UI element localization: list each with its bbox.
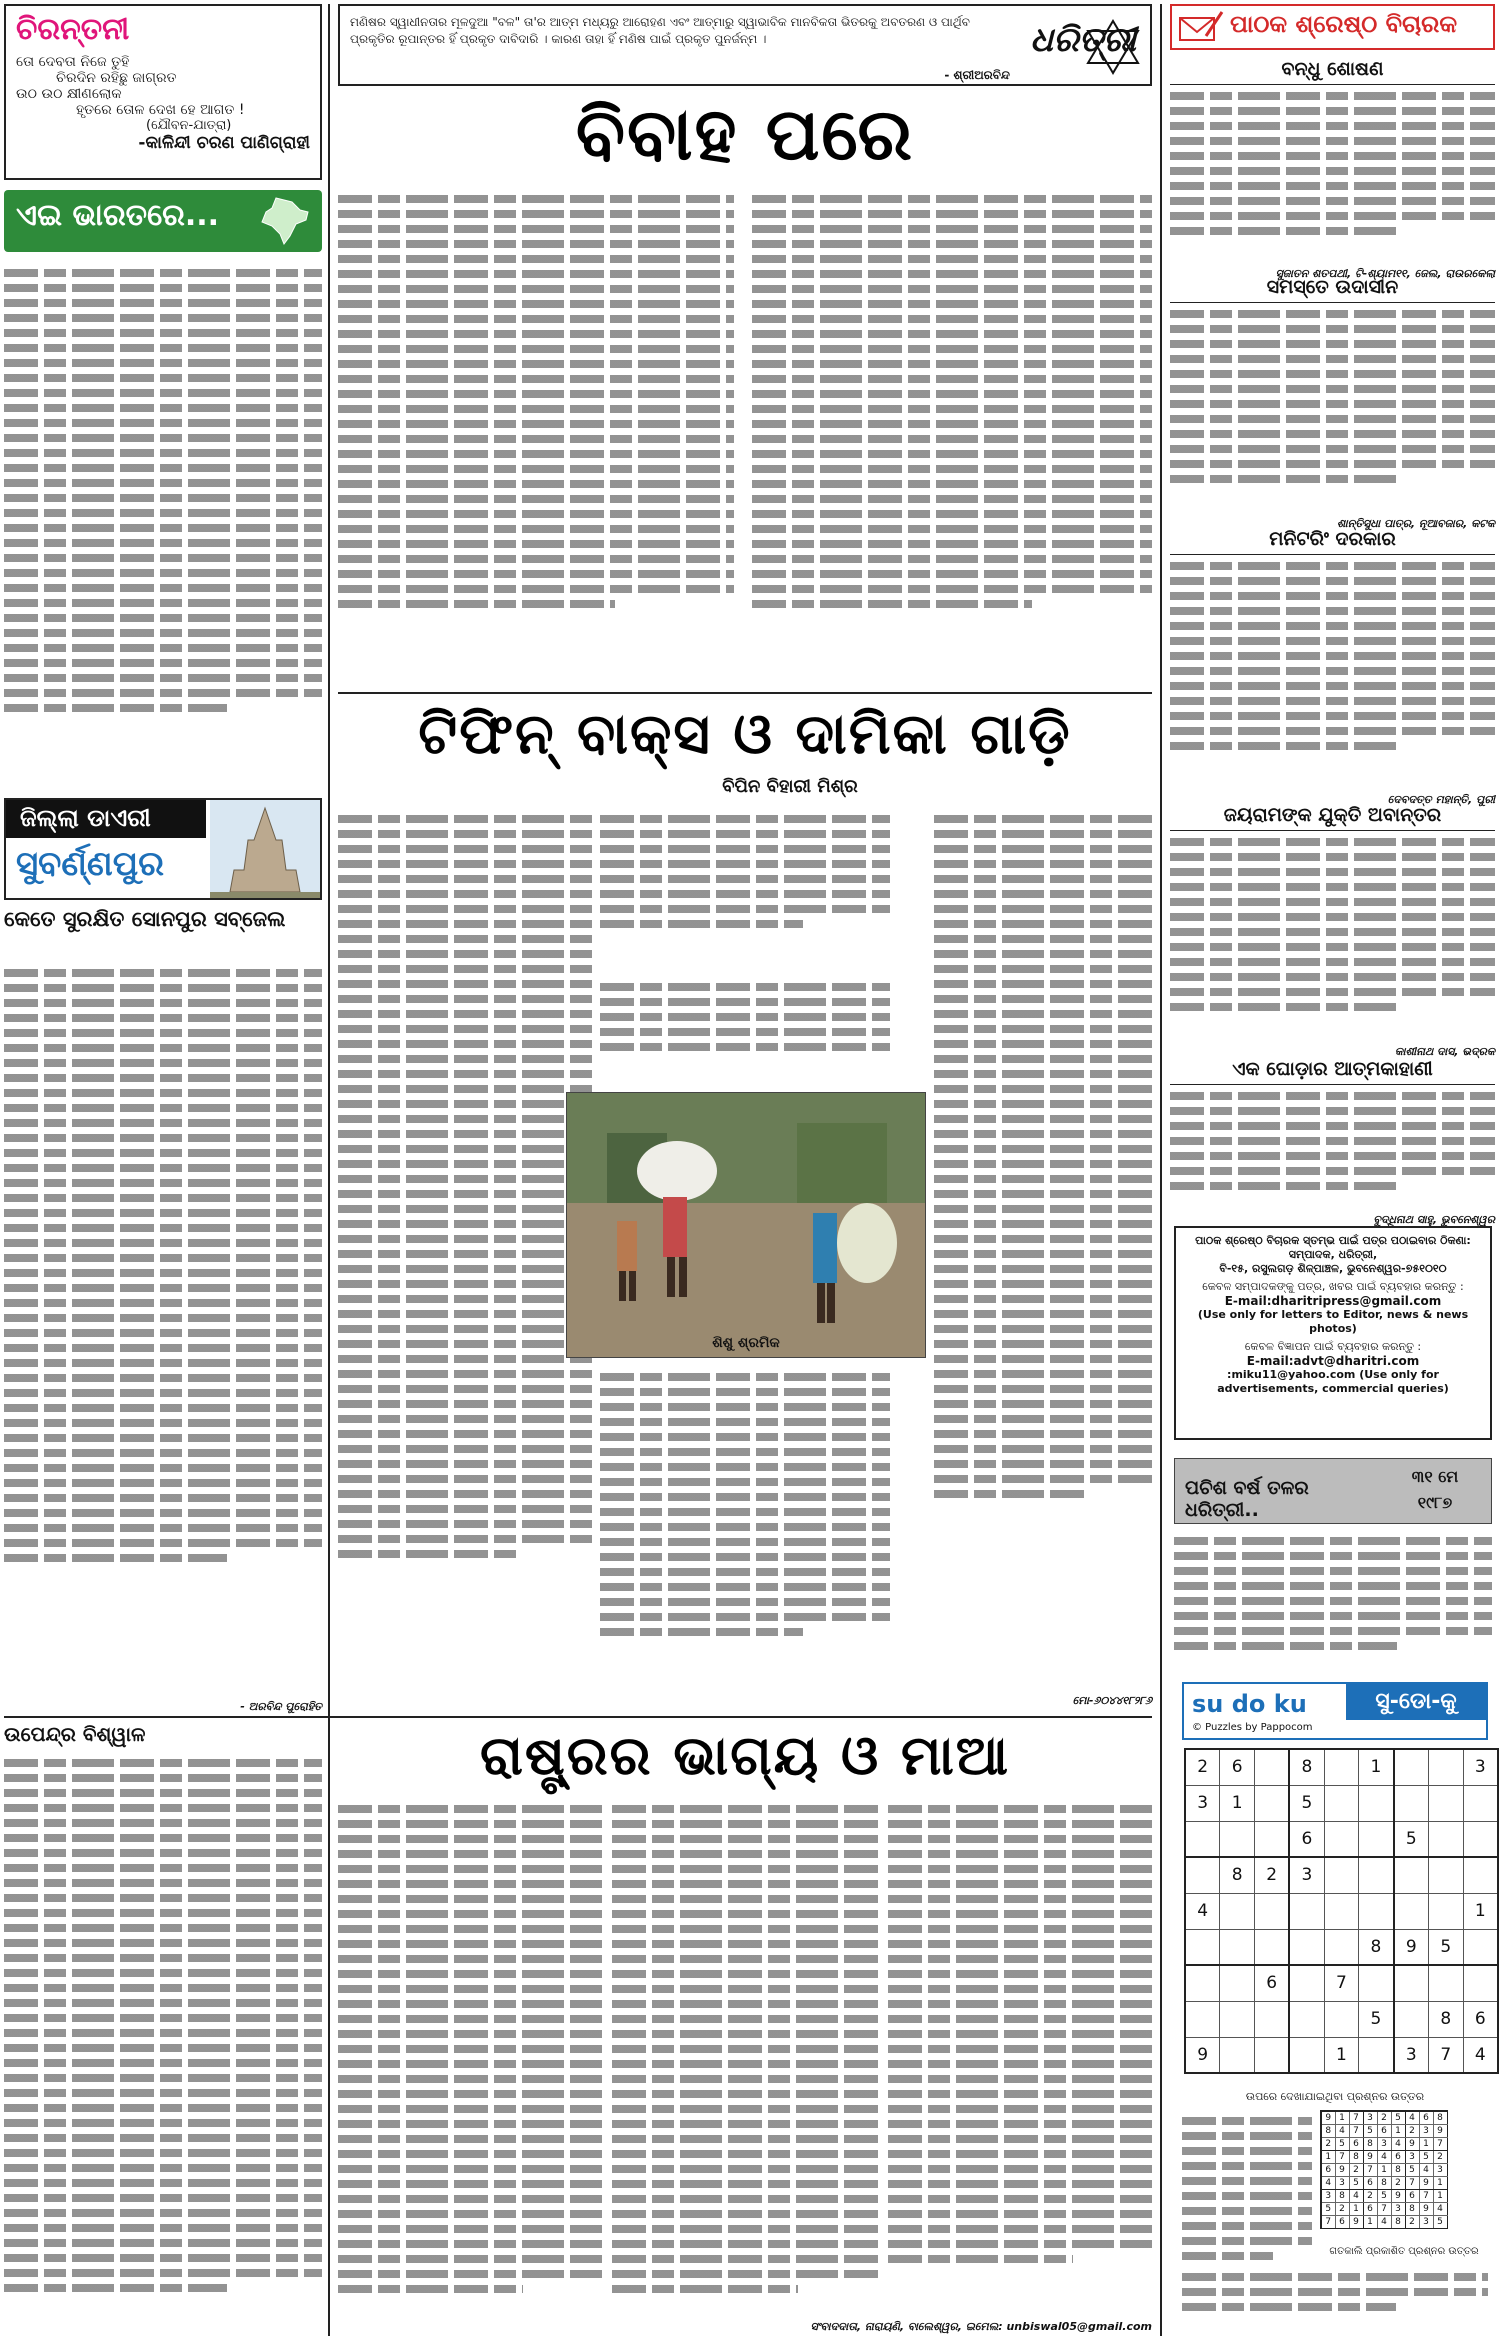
letter-signature: କାଶୀନାଥ ଦାସ, ଭଦ୍ରକ [1394,1045,1495,1058]
sudoku-cell [1324,1857,1359,1893]
letter-title: ବନ୍ଧୁ ଶୋଷଣ [1170,56,1495,85]
sudoku-cell: 6 [1255,1965,1290,2001]
solution-cell: 9 [1349,2215,1363,2228]
solution-cell: 3 [1335,2176,1349,2189]
sudoku-cell: 5 [1289,1785,1324,1821]
sudoku-cell [1289,1893,1324,1929]
sudoku-cell [1428,1821,1463,1857]
solution-cell: 3 [1419,2124,1433,2137]
sudoku-row [1185,1929,1498,1965]
letter-title: ସମସ୍ତେ ଉଦାସୀନ [1170,274,1495,303]
letter-1 [1170,56,1495,281]
sudoku-header [1182,1682,1488,1740]
sudoku-row [1321,2124,1447,2137]
sudoku-cell [1255,1821,1290,1857]
sudoku-cell [1359,1893,1394,1929]
letter-4 [1170,802,1495,1059]
quote-author: -କାଳିନ୍ଦୀ ଚରଣ ପାଣିଗ୍ରାହୀ [138,133,310,153]
column-rule [328,4,330,2336]
tiffin-headline: ଟିଫିନ୍ ବାକ୍ସ ଓ ଦାମିକା ଗାଡ଼ି [418,702,1072,767]
solution-cell: 2 [1405,2215,1419,2228]
solution-cell: 3 [1321,2189,1335,2202]
solution-cell: 5 [1419,2150,1433,2163]
upendra-headline: ଉପେନ୍ଦ୍ର ବିଶ୍ୱାଳ [4,1722,146,1746]
sudoku-cell [1185,1965,1220,2001]
sudoku-cell [1394,1965,1429,2001]
sudoku-cell [1220,2001,1255,2037]
sudoku-cell [1255,2037,1290,2073]
sudoku-cell [1463,1821,1498,1857]
address-intro: ପାଠକ ଶ୍ରେଷ୍ଠ ବିଚାରକ ସ୍ତମ୍ଭ ପାଇଁ ପତ୍ର ପଠାଇବାର ଠିକଣା: [1195,1234,1471,1247]
sudoku-cell: 2 [1185,1749,1220,1785]
sudoku-cell [1220,2037,1255,2073]
district-name: ସୁବର୍ଣ୍ଣପୁର [16,844,164,884]
solution-cell: 3 [1405,2150,1419,2163]
solution-cell: 5 [1321,2202,1335,2215]
sudoku-row [1185,1965,1498,2001]
letter-title: ମନିଟରିଂ ଦରକାର [1170,526,1495,555]
child-labour-photo [566,1092,926,1358]
solution-cell: 6 [1321,2163,1335,2176]
solution-cell: 8 [1391,2215,1405,2228]
solution-cell: 6 [1377,2124,1391,2137]
letter-3 [1170,526,1495,807]
sudoku-cell: 6 [1463,2001,1498,2037]
sudoku-row [1185,1893,1498,1929]
solution-cell: 4 [1377,2150,1391,2163]
sudoku-cell [1428,1893,1463,1929]
main-article-col-1 [338,188,734,690]
sudoku-cell [1185,1821,1220,1857]
letter-signature: ଦେବଦତ୍ତ ମହାନ୍ତି, ପୁରୀ [1387,793,1495,806]
sudoku-cell [1394,1785,1429,1821]
sudoku-cell: 6 [1220,1749,1255,1785]
sudoku-cell [1394,1749,1429,1785]
address-box [1174,1226,1492,1440]
sudoku-row [1185,1821,1498,1857]
solution-cell: 7 [1433,2137,1447,2150]
quote-line-4: ହୃତରେ ତୋଳ ଦେଖ ହେ ଆଗତ ! [76,102,245,118]
archive-day-month: ୩୧ ମେ [1411,1467,1459,1486]
solution-cell: 1 [1335,2111,1349,2124]
solution-cell: 1 [1419,2137,1433,2150]
sudoku-cell [1324,1785,1359,1821]
sudoku-cell [1324,1821,1359,1857]
india-box-header [4,190,322,252]
solution-cell: 9 [1419,2176,1433,2189]
photo-caption: ଶିଶୁ ଶ୍ରମିକ [712,1335,780,1351]
sudoku-cell: 1 [1359,1749,1394,1785]
star-emblem-icon [1084,18,1142,76]
letter-signature: ଶାନ୍ତିସୁଧା ପାତ୍ର, ନୂଆବଜାର, କଟକ [1336,517,1495,530]
solution-cell: 6 [1363,2176,1377,2189]
solution-cell: 2 [1321,2137,1335,2150]
solution-cell: 1 [1377,2163,1391,2176]
sudoku-cell [1220,1821,1255,1857]
solution-cell: 7 [1419,2189,1433,2202]
sudoku-cell: 8 [1289,1749,1324,1785]
solution-cell: 9 [1405,2137,1419,2150]
sonepur-headline: କେତେ ସୁରକ୍ଷିତ ସୋନପୁର ସବ୍‌ଜେଲ [4,907,286,931]
sudoku-cell [1463,1965,1498,2001]
sudoku-brand-odia: ସୁ-ଡୋ-କୁ [1346,1684,1486,1720]
archive-year: ୧୯୮୭ [1417,1493,1453,1512]
tiffin-col-2-mid [600,976,890,1084]
sudoku-cell [1220,1893,1255,1929]
solution-cell: 8 [1391,2163,1405,2176]
solution-cell: 1 [1349,2202,1363,2215]
solution-cell: 5 [1363,2124,1377,2137]
solution-cell: 3 [1363,2111,1377,2124]
solution-cell: 9 [1321,2111,1335,2124]
tiffin-author: ବିପିନ ବିହାରୀ ମିଶ୍ର [722,776,858,797]
sudoku-row [1185,2037,1498,2073]
sudoku-cell: 5 [1394,1821,1429,1857]
solution-cell: 2 [1363,2189,1377,2202]
quote-title: ଚିରନ୍ତନୀ [16,12,130,47]
address-note-2: କେବଳ ବିଜ୍ଞାପନ ପାଇଁ ବ୍ୟବହାର କରନ୍ତୁ : [1244,1340,1422,1353]
archive-title: ପଚିଶ ବର୍ଷ ତଳର ଧରିତ୍ରୀ.. [1185,1477,1309,1521]
solution-cell: 9 [1363,2150,1377,2163]
sudoku-cell [1463,1929,1498,1965]
district-diary-label: ଜିଲ୍ଲା ଡାଏରୀ [6,800,206,838]
sudoku-cell: 1 [1324,2037,1359,2073]
solution-cell: 8 [1433,2111,1447,2124]
photo-scene [567,1093,926,1358]
solution-cell: 2 [1391,2176,1405,2189]
solution-cell: 3 [1433,2163,1447,2176]
sudoku-cell: 5 [1428,1929,1463,1965]
solution-cell: 5 [1433,2215,1447,2228]
sonepur-author: - ଅରବିନ୍ଦ ପୁରୋହିତ [240,1700,322,1713]
sudoku-cell [1185,2001,1220,2037]
sudoku-cell [1463,1785,1498,1821]
sudoku-cell: 8 [1428,2001,1463,2037]
quote-box [4,4,322,180]
sudoku-cell [1324,1749,1359,1785]
sudoku-cell [1255,1929,1290,1965]
sudoku-cell [1324,1893,1359,1929]
sudoku-solution-grid [1320,2110,1448,2229]
solution-cell: 4 [1405,2111,1419,2124]
solution-cell: 5 [1377,2189,1391,2202]
solution-cell: 6 [1349,2137,1363,2150]
solution-cell: 1 [1433,2189,1447,2202]
solution-cell: 7 [1405,2176,1419,2189]
solution-cell: 1 [1433,2176,1447,2189]
sudoku-cell: 5 [1359,2001,1394,2037]
sudoku-cell [1394,1857,1429,1893]
solution-cell: 6 [1335,2215,1349,2228]
sudoku-cell [1359,1857,1394,1893]
address-note-1: କେବଳ ସମ୍ପାଦକଙ୍କୁ ପତ୍ର, ଖବର ପାଇଁ ବ୍ୟବହାର କରନ୍ତୁ : [1202,1280,1464,1293]
sudoku-credit: © Puzzles by Pappocom [1192,1722,1313,1733]
sudoku-row [1321,2189,1447,2202]
solution-cell: 5 [1349,2176,1363,2189]
tiffin-col-2-bottom [600,1366,890,1710]
sudoku-cell: 3 [1289,1857,1324,1893]
solution-cell: 1 [1321,2150,1335,2163]
solution-cell: 2 [1349,2163,1363,2176]
sudoku-row [1185,1857,1498,1893]
sudoku-cell: 2 [1255,1857,1290,1893]
solution-cell: 7 [1377,2202,1391,2215]
sudoku-cell [1359,1965,1394,2001]
letter-2 [1170,274,1495,531]
solution-cell: 4 [1377,2215,1391,2228]
sudoku-cell: 4 [1185,1893,1220,1929]
sudoku-cell [1359,2037,1394,2073]
sudoku-cell: 7 [1324,1965,1359,2001]
sudoku-row [1321,2176,1447,2189]
tiffin-col-2-top [600,808,890,968]
sudoku-cell [1428,1785,1463,1821]
address-editor: ସମ୍ପାଦକ, ଧରିତ୍ରୀ, [1288,1248,1378,1261]
editor-email[interactable]: E-mail:dharitripress@gmail.com [1224,1294,1442,1308]
solution-cell: 8 [1377,2176,1391,2189]
quote-line-1: ତୋ ଦେବତା ନିଜେ ତୁହି [16,54,130,70]
solution-cell: 1 [1391,2124,1405,2137]
quote-source: (ଯୌବନ-ଯାତ୍ରା) [146,118,232,133]
solution-cell: 9 [1391,2189,1405,2202]
letter-signature: ବୁଦ୍ଧିନାଥ ସାହୁ, ଭୁବନେଶ୍ୱର [1373,1213,1495,1226]
sudoku-cell [1463,1857,1498,1893]
sudoku-cell [1220,1929,1255,1965]
sudoku-cell: 9 [1185,2037,1220,2073]
solution-cell: 5 [1335,2137,1349,2150]
rashtra-col-2 [612,1798,878,2336]
sudoku-cell [1255,1785,1290,1821]
sudoku-row [1321,2215,1447,2228]
solution-cell: 8 [1405,2202,1419,2215]
india-box-title: ଏଇ ଭାରତରେ... [16,198,220,233]
solution-cell: 2 [1433,2150,1447,2163]
sudoku-cell [1394,2001,1429,2037]
advt-email-2[interactable]: :miku11@yahoo.com (Use only for advertisements, commercial queries) [1217,1368,1449,1395]
solution-cell: 6 [1419,2111,1433,2124]
sudoku-cell [1289,1929,1324,1965]
address-line: ବି-୧୫, ରସୁଲଗଡ଼ ଶିଳ୍ପାଞ୍ଚଳ, ଭୁବନେଶ୍ୱର-୭୫୧୦୧୦ [1219,1262,1447,1275]
solution-cell: 6 [1363,2202,1377,2215]
sudoku-cell: 1 [1463,1893,1498,1929]
solution-cell: 9 [1433,2124,1447,2137]
solution-cell: 8 [1335,2189,1349,2202]
sudoku-cell [1428,1749,1463,1785]
sudoku-brand: su do ku [1192,1690,1307,1718]
solution-cell: 1 [1363,2215,1377,2228]
solution-cell: 5 [1405,2163,1419,2176]
sudoku-cell [1255,2001,1290,2037]
solution-cell: 4 [1433,2202,1447,2215]
tiffin-col-1 [338,808,592,1710]
letter-title: ଏକ ଘୋଡ଼ାର ଆତ୍ମକାହାଣୀ [1170,1056,1495,1085]
solution-cell: 3 [1419,2215,1433,2228]
solution-cell: 9 [1335,2163,1349,2176]
solution-cell: 4 [1419,2163,1433,2176]
sudoku-cell [1255,1893,1290,1929]
letter-title: ଜୟରାମଙ୍କ ଯୁକ୍ତି ଅବାନ୍ତର [1170,802,1495,831]
district-diary [4,798,322,900]
column-rule [1160,4,1162,2336]
sudoku-caption: ଉପରେ ଦେଖାଯାଇଥିବା ପ୍ରଶ୍ନର ଉତ୍ତର [1245,2090,1425,2103]
sudoku-cell [1394,1893,1429,1929]
rashtra-byline: ସଂବାଦଦାତା, ନାରାୟଣି, ବାଲେଶ୍ୱର, ଇମେଲ: unbiswal05@gmail.com [810,2320,1152,2333]
solution-cell: 7 [1349,2111,1363,2124]
solution-cell: 3 [1391,2202,1405,2215]
sudoku-cell: 1 [1220,1785,1255,1821]
solution-cell: 4 [1335,2124,1349,2137]
solution-cell: 7 [1321,2215,1335,2228]
solution-cell: 4 [1321,2176,1335,2189]
solution-cell: 6 [1405,2189,1419,2202]
solution-cell: 2 [1377,2111,1391,2124]
sudoku-cell [1428,1857,1463,1893]
sudoku-row [1321,2150,1447,2163]
rashtra-col-3 [888,1798,1152,2316]
divider [338,692,1152,694]
sudoku-cell: 4 [1463,2037,1498,2073]
sudoku-row [1185,2001,1498,2037]
readers-header-title: ପାଠକ ଶ୍ରେଷ୍ଠ ବିଚାରକ [1230,10,1458,38]
tiffin-col-3 [934,808,1152,1692]
sudoku-cell [1359,1821,1394,1857]
main-article-col-2 [752,188,1152,690]
upendra-article [4,1752,322,2336]
sudoku-cell [1220,1965,1255,2001]
tiffin-contact: ମୋ-୬୦୪୪୧୮୨୮୬ [1072,1694,1152,1707]
solution-cell: 9 [1419,2202,1433,2215]
sudoku-cell [1255,1749,1290,1785]
sudoku-cell [1289,1965,1324,2001]
masthead [338,4,1152,86]
letter-signature: ସୁଜାତନ ଶତପଥୀ, ଟି-ଶ୍ୟାମ୧୧, ଜେଲ, ରାଉରକେଲା [1275,267,1495,280]
sudoku-cell [1289,2037,1324,2073]
sudoku-cell: 7 [1428,2037,1463,2073]
india-map-icon [256,196,312,246]
quote-line-3: ଉଠ ଉଠ କ୍ଷୀଣଲୋକ [16,86,122,102]
solution-cell: 8 [1363,2137,1377,2150]
solution-cell: 7 [1363,2163,1377,2176]
masthead-motto: ମଣିଷର ସ୍ୱାଧୀନତାର ମୂଳଦୁଆ "ବଳ" ତା'ର ଆତ୍ମ ମଧ୍ୟରୁ ଆରୋହଣ ଏବଂ ଆତ୍ମାରୁ ସ୍ୱାଭାବିକ ମାନବିକତା ଭିତରକୁ ଅବତରଣ ଓ ପାର୍ଥିବ ପ୍ରକୃତିର ରୂପାନ୍ତର ହିଁ ପ୍ରକୃତ ଦାବିଦାରି । କାରଣ ତାହା ହିଁ ମଣିଷ ପାଇଁ ପ୍ରକୃତ ପୁନର୍ଜନ୍ମ । [350,15,970,46]
sudoku-cell [1324,2001,1359,2037]
sudoku-cell: 3 [1185,1785,1220,1821]
sudoku-cell [1185,1857,1220,1893]
readers-header [1170,4,1495,50]
sonepur-article [4,962,322,1698]
sudoku-row [1321,2163,1447,2176]
solution-cell: 2 [1405,2124,1419,2137]
sudoku-row [1321,2137,1447,2150]
sudoku-note [1182,2266,1488,2330]
masthead-motto-author: - ଶ୍ରୀଅରବିନ୍ଦ [944,68,1010,82]
editor-email-note: (Use only for letters to Editor, news & news photos) [1197,1308,1469,1335]
divider [4,1716,1152,1718]
main-headline: ବିବାହ ପରେ [575,92,915,176]
sudoku-row [1185,1749,1498,1785]
rashtra-headline: ରାଷ୍ଟ୍ରର ଭାଗ୍ୟ ଓ ମାଆ [479,1724,1011,1787]
solution-cell: 6 [1391,2150,1405,2163]
solution-cell: 2 [1335,2202,1349,2215]
quote-line-2: ଚିରଦିନ ରହିଛୁ ଜାଗ୍ରତ [56,70,177,86]
solution-cell: 4 [1391,2137,1405,2150]
sudoku-cell: 3 [1394,2037,1429,2073]
india-article [4,262,322,790]
dharitri-logo: ଧରିତ୍ରୀ [1030,20,1137,60]
letter-5 [1170,1056,1495,1227]
sudoku-cell: 9 [1394,1929,1429,1965]
solution-cell: 4 [1349,2189,1363,2202]
sudoku-cell [1359,1785,1394,1821]
solution-cell: 7 [1349,2124,1363,2137]
solution-cell: 5 [1391,2111,1405,2124]
sudoku-cell: 8 [1359,1929,1394,1965]
advt-email[interactable]: E-mail:advt@dharitri.com [1246,1354,1420,1368]
temple-photo [210,800,320,898]
sudoku-row [1321,2202,1447,2215]
solution-cell: 8 [1349,2150,1363,2163]
sudoku-grid [1184,1748,1499,2074]
sudoku-cell: 3 [1463,1749,1498,1785]
sudoku-cell: 8 [1220,1857,1255,1893]
archive-items [1174,1530,1492,1680]
sudoku-row [1321,2111,1447,2124]
pen-letter-icon [1178,10,1224,44]
solution-caption: ଗତକାଲି ପ୍ରକାଶିତ ପ୍ରଶ୍ନର ଉତ୍ତର [1329,2246,1479,2257]
solution-cell: 3 [1377,2137,1391,2150]
rashtra-col-1 [338,1798,602,2336]
solution-cell: 8 [1321,2124,1335,2137]
sudoku-cell [1289,2001,1324,2037]
sudoku-cell [1428,1965,1463,2001]
archive-banner [1174,1458,1492,1524]
sudoku-cell: 6 [1289,1821,1324,1857]
solution-cell: 7 [1335,2150,1349,2163]
sudoku-cell [1324,1929,1359,1965]
sudoku-cell [1185,1929,1220,1965]
sudoku-row [1185,1785,1498,1821]
